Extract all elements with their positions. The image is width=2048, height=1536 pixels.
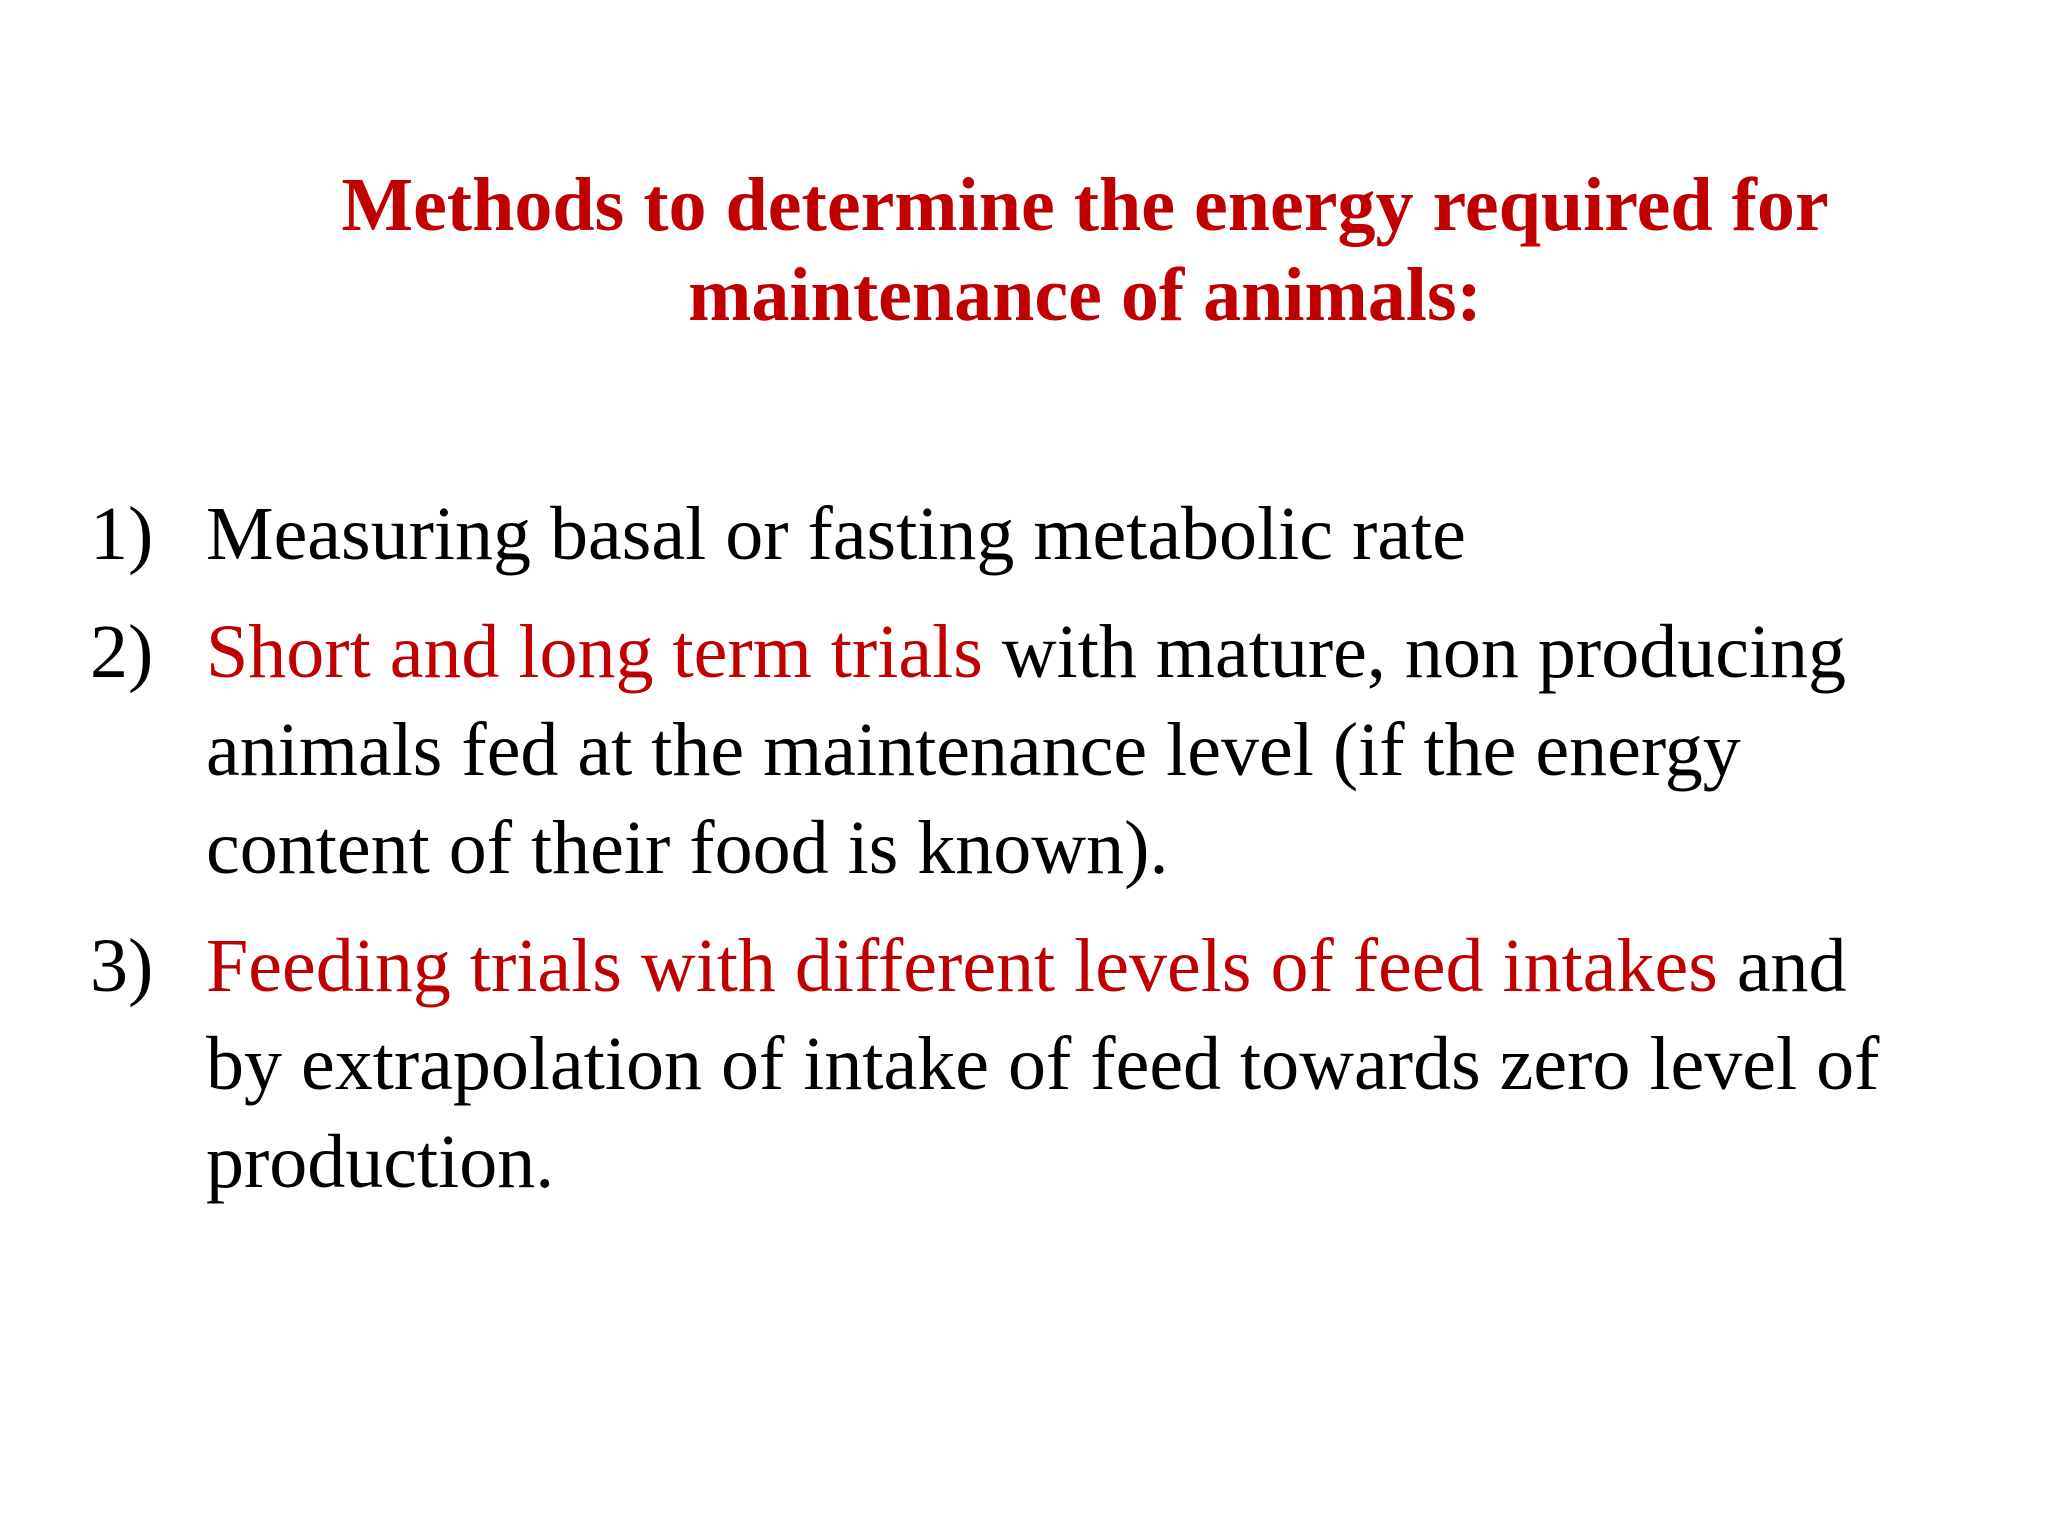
item-text [206,485,2006,583]
item-line [206,485,2006,583]
item-number: 2) [90,610,154,694]
plain-text: by extrapolation of intake of feed towards zero level of [206,1022,1880,1106]
item-line [206,1113,2006,1211]
plain-text: production. [206,1120,555,1204]
methods-list [90,485,2010,1231]
item-line [206,917,2006,1015]
highlighted-text: Short and long term trials [206,610,983,694]
item-line [206,1015,2006,1113]
item-text [206,917,2006,1211]
list-item [90,603,2010,897]
item-text [206,603,2006,897]
plain-text: animals fed at the maintenance level (if the energy [206,708,1741,792]
highlighted-text: Feeding trials with different levels of feed intakes [206,924,1718,1008]
item-number: 1) [90,492,154,576]
slide-title [180,160,1990,340]
list-item [90,485,2010,583]
title-line: maintenance of animals: [688,253,1482,337]
title-line: Methods to determine the energy required for [341,163,1829,247]
plain-text: and [1717,924,1847,1008]
item-number: 3) [90,924,154,1008]
item-line [206,701,2006,799]
list-item [90,917,2010,1211]
plain-text: content of their food is known). [206,806,1169,890]
item-line [206,799,2006,897]
plain-text: with mature, non producing [982,610,1847,694]
plain-text: Measuring basal or fasting metabolic rate [206,492,1466,576]
item-line [206,603,2006,701]
